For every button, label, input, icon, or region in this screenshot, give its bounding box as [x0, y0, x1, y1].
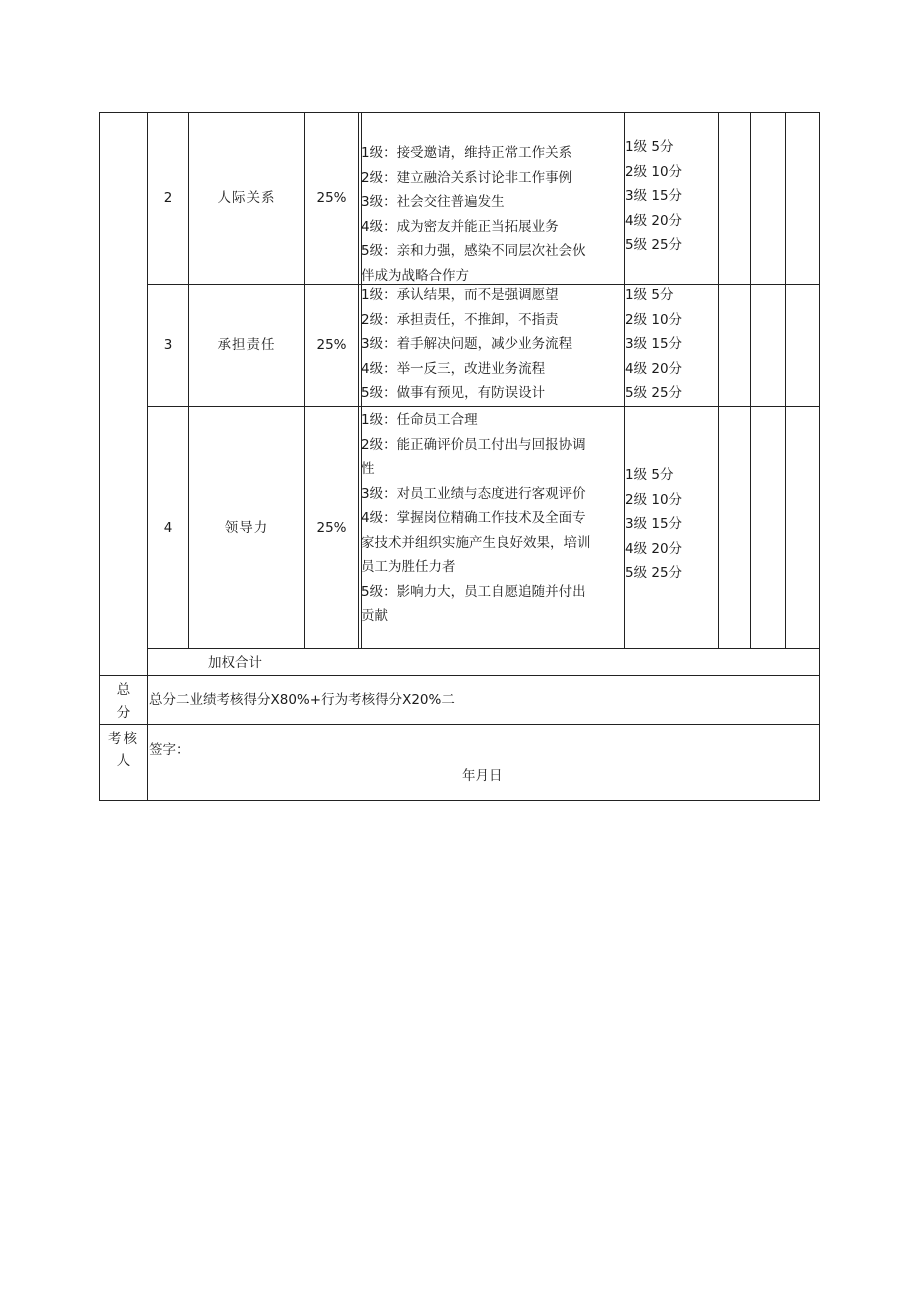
level-line: 3级：社会交往普遍发生 — [361, 194, 505, 210]
level-line: 家技术并组织实施产生良好效果，培训 — [361, 534, 591, 551]
score-line: 5级 25分 — [625, 237, 683, 253]
criterion-name: 领导力 — [224, 520, 269, 536]
score-line: 2级 10分 — [625, 311, 683, 328]
score-line: 5级 25分 — [625, 565, 683, 581]
level-line: 5级：做事有预见，有防误设计 — [361, 385, 546, 401]
assessor-label: 人 — [116, 753, 131, 769]
score-line: 1级 5分 — [625, 139, 674, 155]
level-line: 员工为胜任力者 — [361, 559, 456, 575]
score-line: 3级 15分 — [625, 516, 683, 532]
level-scores — [625, 135, 682, 258]
score-line: 2级 10分 — [625, 163, 683, 180]
score-line: 1级 5分 — [625, 287, 674, 303]
total-formula: 总分二业绩考核得分X80%+行为考核得分X20%二 — [149, 692, 455, 708]
criterion-name: 承担责任 — [217, 337, 276, 353]
score-line: 4级 20分 — [625, 540, 683, 557]
score-line: 2级 10分 — [625, 491, 683, 508]
level-line: 2级：能正确评价员工付出与回报协调 — [361, 436, 586, 453]
weighted-total-label: 加权合计 — [208, 655, 262, 671]
score-line: 5级 25分 — [625, 385, 683, 401]
level-line: 3级：对员工业绩与态度进行客观评价 — [361, 485, 586, 502]
level-line: 4级：举一反三，改进业务流程 — [361, 360, 546, 377]
level-line: 5级：影响力大，员工自愿追随并付出 — [361, 583, 586, 600]
level-line: 贡献 — [361, 608, 388, 624]
level-line: 1级：承认结果，而不是强调愿望 — [361, 287, 559, 303]
assessor-label: 考核 — [108, 731, 139, 747]
level-line: 2级：承担责任，不推卸，不指责 — [361, 311, 559, 328]
criterion-weight: 25% — [316, 190, 347, 206]
level-line: 5级：亲和力强，感染不同层次社会伙 — [361, 243, 586, 259]
level-scores — [625, 283, 682, 406]
score-line: 4级 20分 — [625, 212, 683, 229]
date-label: 年月日 — [462, 768, 503, 784]
level-line: 2级：建立融洽关系讨论非工作事例 — [361, 169, 573, 186]
level-scores — [625, 463, 682, 586]
criterion-weight: 25% — [316, 337, 347, 353]
score-line: 3级 15分 — [625, 188, 683, 204]
score-line: 4级 20分 — [625, 360, 683, 377]
level-descriptions — [361, 408, 591, 629]
level-descriptions — [361, 141, 586, 288]
row-number: 2 — [163, 190, 173, 206]
level-line: 性 — [361, 461, 375, 477]
level-line: 4级：掌握岗位精确工作技术及全面专 — [361, 510, 586, 526]
row-number: 3 — [163, 337, 173, 353]
total-label: 分 — [116, 705, 131, 721]
level-line: 3级：着手解决问题，减少业务流程 — [361, 336, 573, 352]
criterion-name: 人际关系 — [217, 190, 276, 206]
level-line: 伴成为战略合作方 — [361, 267, 469, 284]
total-label: 总 — [116, 682, 131, 698]
score-line: 3级 15分 — [625, 336, 683, 352]
signature-label: 签字： — [149, 742, 190, 758]
level-line: 1级：任命员工合理 — [361, 412, 478, 428]
level-descriptions — [361, 283, 572, 406]
criterion-weight: 25% — [316, 520, 347, 536]
row-number: 4 — [163, 520, 173, 536]
level-line: 4级：成为密友并能正当拓展业务 — [361, 218, 559, 235]
level-line: 1级：接受邀请，维持正常工作关系 — [361, 145, 573, 161]
score-line: 1级 5分 — [625, 467, 674, 483]
